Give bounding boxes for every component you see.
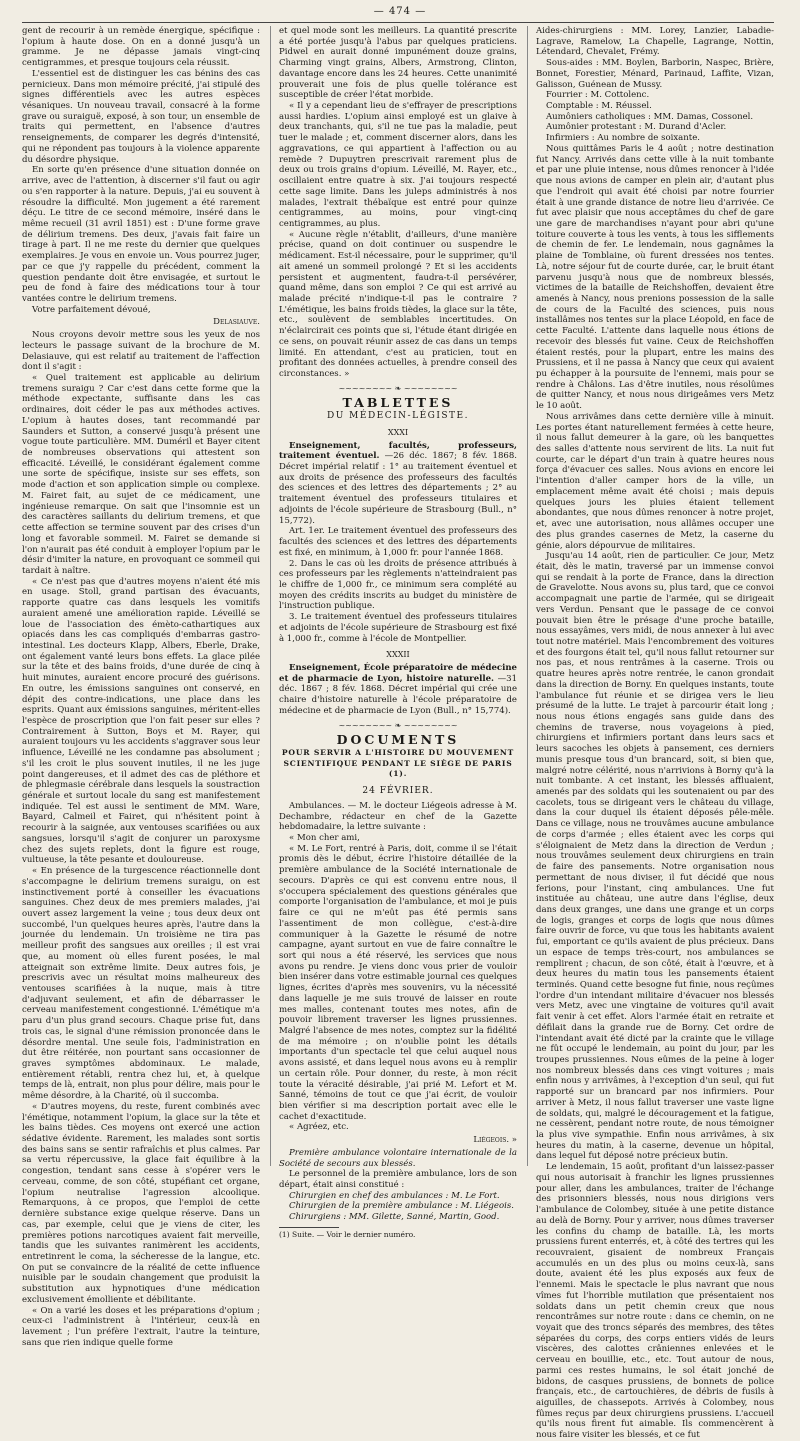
section-number: XXXII <box>386 650 410 660</box>
column-2 <box>270 26 518 1239</box>
section-subtitle-documents: POUR SERVIR A L'HISTOIRE DU MOUVEMENT SCIENTIFIQUE PENDANT LE SIÈGE DE PARIS (1). <box>281 748 515 779</box>
date-heading: 24 FÉVRIER. <box>362 786 434 797</box>
columns <box>22 26 774 1441</box>
footnote-rule <box>279 1227 339 1228</box>
paragraph: Le lendemain, 15 août, profitant d'un laissez-passer qui nous autorisait à franchir les lignes prussiennes pour aller, dans les ambulances, traiter de l'échange des prisonniers blessés, nous nous dirigions vers l'ambulance de Colombey, située à une petite distance au delà de Borny. Pour y arriver, nous dûmes traverser les confins du champ de bataille. Là, les morts prussiens furent enterrés, et, à côté des tertres qui les recouvraient, gisaient de nombreux Français accumulés en un des plus ou moins ceux-là, sans doute, avaient été les plus exposés aux feux de l'ennemi. Mais le spectacle le plus navrant que nous vîmes fut l'horrible mutilation que présentaient nos soldats dans un petit chemin creux que nous rencontrâmes sur notre route : dans ce chemin, on ne voyait que des troncs séparés des membres, des têtes séparées du corps, des corps entiers vidés de leurs viscères, des calottes crâniennes enlevées et le cerveau en bouillie, etc., etc. Tout autour de nous, parmi ces restes humains, le sol était jonché de bidons, de casques prussiens, de bonnets de police français, etc., de cartouchières, de débris de fusils à aiguilles, de chassepots. Arrivés à Colombey, nous fûmes reçus par deux chirurgiens prussiens. L'accueil qu'ils nous firent fut aimable. Ils commencèrent à nous faire visiter les blessés, et ce fut <box>536 1162 774 1441</box>
paragraph: 3. Le traitement éventuel des professeurs titulaires et adjoints de l'école supérieure de Strasbourg est fixé à 1,000 fr., comme à l'école de Montpellier. <box>279 612 517 644</box>
ornament-divider: ~~~~~~~~ ❧ ~~~~~~~~ <box>338 720 458 730</box>
paragraph: Infirmiers : Au nombre de soixante. <box>546 133 700 144</box>
paragraph: Nous croyons devoir mettre sous les yeux de nos lecteurs le passage suivant de la brochure de M. Delasiauve, qui est relatif au traitement de l'affection dont il s'agit : <box>22 330 260 373</box>
entry-heading: Enseignement, facultés, professeurs, traitement éventuel. <box>279 440 517 462</box>
paragraph: Aumônier protestant : M. Durand d'Acler. <box>546 122 727 133</box>
ornament-divider: ~~~~~~~~ ❧ ~~~~~~~~ <box>338 383 458 393</box>
signature: Delasiauve. <box>213 317 260 328</box>
paragraph: « Agréez, etc. <box>289 1122 349 1133</box>
paragraph: « M. Le Fort, rentré à Paris, doit, comme il se l'était promis dès le début, écrire l'histoire détaillée de la première ambulance de la Société internationale de secours. D'après ce qui est convenu entre nous, il s'occupera spécialement des questions générales que comporte l'organisation de l'ambulance, et moi je puis faire ce qui ne m'eût pas été permis sans l'assentiment de mon collègue, c'est-à-dire communiquer à la Gazette le résumé de notre campagne, ayant surtout en vue de faire connaître le sort qui nous a été réservé, les services que nous avons pu rendre. Je viens donc vous prier de vouloir bien insérer dans votre estimable journal ces quelques lignes, écrites d'après mes souvenirs, vu la nécessité dans laquelle je me suis trouvé de laisser en route mes malles, contenant toutes mes notes, afin de pouvoir librement traverser les lignes prussiennes. Malgré l'absence de mes notes, comptez sur la fidélité de ma mémoire ; on n'oublie point les détails importants d'un spectacle tel que celui auquel nous avons assisté, et dans lequel nous avons eu à remplir un certain rôle. Pour donner, du reste, à mon récit toute la véracité désirable, j'ai prié M. Lefort et M. Sanné, témoins de tout ce que j'ai écrit, de vouloir bien vérifier si ma description portait avec elle le cachet d'exactitude. <box>279 843 517 1122</box>
paragraph: Ambulances. — M. le docteur Liégeois adresse à M. Dechambre, rédacteur en chef de la Gazette hebdomadaire, la lettre suivante : <box>279 800 517 833</box>
page-number: — 474 — <box>373 6 427 17</box>
paragraph: Nous quittâmes Paris le 4 août ; notre destination fut Nancy. Arrivés dans cette ville à la nuit tombante et par une pluie intense, nous dûmes renoncer à l'idée que nous avions de camper en plein air, d'autant plus que l'endroit qui avait été choisi par notre fourrier était à une grande distance de notre lieu d'arrivée. Ce fut avec plaisir que nous acceptâmes du chef de gare une gare de marchandises n'ayant pour abri qu'une toiture couverte à tous les vents, à tous les sifflements de chemin de fer. Le lendemain, nous gagnâmes la plaine de Tomblaine, où furent dressées nos tentes. Là, notre séjour fut de courte durée, car, le bruit étant parvenu jusqu'à nous que de nombreux blessés, victimes de la bataille de Reichshoffen, devaient être amenés à Nancy, nous prenions possession de la salle de cours de la Faculté des sciences, puis nous installâmes nos tentes sur la place Léopold, en face de cette Faculté. L'attente dans laquelle nous étions de recevoir des blessés fut vaine. Ceux de Reichshoffen étaient restés, pour la plupart, entre les mains des Prussiens, et il ne passa à Nancy que ceux qui avaient pu échapper à la poursuite de l'ennemi, mais pour se rendre à Châlons. Las d'être inutiles, nous résolûmes de quitter Nancy, et nous nous dirigeâmes vers Metz le 10 août. <box>536 143 774 412</box>
paragraph: Aumôniers catholiques : MM. Damas, Cossonel. <box>546 111 754 122</box>
paragraph: Chirurgien de la première ambulance : M. Liégeois. <box>289 1201 514 1212</box>
paragraph: L'essentiel est de distinguer les cas bénins des cas pernicieux. Dans mon mémoire précité, j'ai stipulé des signes différentiels avec les autres espèces vésaniques. Un nouveau travail, consacré à la forme grave ou suraiguë, exposé, à son tour, un ensemble de traits qui permettent, en l'absence d'autres renseignements, de comparer les degrés d'intensité, qui ne répondent pas toujours à la violence apparente du désordre physique. <box>22 68 260 165</box>
paragraph: « Il y a cependant lieu de s'effrayer de prescriptions aussi hardies. L'opium ainsi employé est un glaive à deux tranchants, qui, s'il ne tue pas la maladie, peut tuer le malade ; et, comment discerner alors, dans les aggravations, ce qui appartient à l'affection ou au remède ? Dupuytren prescrivait rarement plus de deux ou trois grains d'opium. Léveillé, M. Rayer, etc., oscillaient entre quatre à six. J'ai toujours respecté cette sage limite. Dans les juleps administrés à nos malades, l'extrait thébaïque est entré pour quinze centigrammes, au moins, pour vingt-cinq centigrammes, au plus. <box>279 101 517 229</box>
paragraph: « On a varié les doses et les préparations d'opium ; ceux-ci l'administrent à l'intérieur, ceux-là en lavement ; l'un préfère l'extrait, l'autre la teinture, sans que rien indique quelle forme <box>22 1305 260 1348</box>
footnote: (1) Suite. — Voir le dernier numéro. <box>279 1229 416 1239</box>
paragraph: Art. 1er. Le traitement éventuel des professeurs des facultés des sciences et des lettres des départements est fixé, en minimum, à 1,000 fr. pour l'année 1868. <box>279 526 517 558</box>
paragraph: Chirurgien en chef des ambulances : M. Le Fort. <box>289 1190 500 1201</box>
paragraph: Fourrier : M. Cottolenc. <box>546 90 650 101</box>
paragraph: gent de recourir à un remède énergique, spécifique : l'opium à haute dose. On en a donné jusqu'à un gramme. Je ne dépasse jamais vingt-cinq centigrammes, et presque toujours cela réussit. <box>22 26 260 69</box>
paragraph: « Quel traitement est applicable au delirium tremens suraigu ? Car c'est dans cette forme que la méthode expectante, suffisante dans les cas ordinaires, doit céder le pas aux méthodes actives. L'opium à hautes doses, tant recommandé par Saunders et Sutton, a conservé jusqu'à présent une vogue toute particulière. MM. Duméril et Bayer citent de nombreuses observations qui attestent son efficacité. Léveillé, le considérant également comme une sorte de spécifique, insiste sur ses effets, son mode d'action et son application simple ou complexe. M. Fairet fait, au sujet de ce médicament, une ingénieuse remarque. On sait que l'insomnie est un des caractères saillants du delirium tremens, et que cette affection se termine souvent par des crises d'un long et favorable sommeil. M. Fairet se demande si l'on n'aurait pas été conduit à employer l'opium par le désir d'imiter la nature, en provoquant ce sommeil qui tardait à naître. <box>22 373 260 576</box>
paragraph: Nous arrivâmes dans cette dernière ville à minuit. Les portes étant naturellement fermées à cette heure, il nous fallut demeurer à la gare, où les banquettes des salles d'attente nous servirent de lits. La nuit fut courte, car le départ d'un train à quatre heures nous força d'évacuer ces salles. Nous avions en encore lei l'intention d'aller camper hors de la ville, un emplacement même avait été choisi ; mais depuis quelques jours les pluies étaient tellement abondantes, que nous dûmes renoncer à notre projet, et, avec une autorisation, nous allâmes occuper une des plus grandes casernes de Metz, la caserne du génie, alors dépourvue de militaires. <box>536 411 774 551</box>
top-rule <box>22 22 774 23</box>
paragraph: Chirurgiens : MM. Gilette, Sanné, Martin, Good. <box>289 1212 500 1223</box>
paragraph: Jusqu'au 14 août, rien de particulier. Ce jour, Metz était, dès le matin, traversé par un immense convoi qui se rendait à la porte de France, dans la direction de Gravelotte. Nous avons su, plus tard, que ce convoi accompagnait une partie de l'armée, qui se dirigeait vers Verdun. Pensant que le passage de ce convoi pouvait bien être le présage d'une proche bataille, nous essayâmes, vers midi, de nous annexer à lui avec tout notre matériel. Mais l'encombrement des voitures et des fourgons était tel, qu'il nous fallut retourner sur nos pas, et nous rentrâmes à la caserne. Trois ou quatre heures après notre rentrée, le canon grondait dans la direction de Borny. En quelques instants, toute l'ambulance fut réunie et se dirigea vers le lieu présumé de la lutte. Le trajet à parcourir était long ; nous nous étions engagés sans guide dans des chemins de traverse, nous voyageions à pied, chirurgiens et infirmiers portant dans leurs sacs et leurs sacoches les objets à pansement, ces derniers munis presque tous d'un brancard, soit, si bien que, malgré notre célérité, nous n'arrivions à Borny qu'à la nuit tombante. A cet instant, les blessés affluaient, amenés par des soldats qui les soutenaient ou par des cacolets, tous se dirigeant vers le château du village, dans la cour duquel ils étaient déposés pêle-mêle. Dans ce village, nous ne trouvâmes aucune ambulance de corps d'armée ; elles étaient avec les corps qui s'éloignaient de Metz dans la direction de Verdun ; nous trouvâmes seulement deux chirurgiens en train de faire des pansements. Notre organisation nous permettant de nous diviser, il fut décidé que nous ferions, pour l'instant, cinq ambulances. Une fut instituée au château, une autre dans l'église, deux dans deux granges, une dans une grange et un corps de logis, granges et corps de logis que nous dûmes faire ouvrir de force, vu que tous les habitants avaient fui, emportant ce qu'ils avaient de plus précieux. Dans un espace de temps très-court, nos ambulances se remplirent ; chacun, de son côté, était à l'œuvre, et à deux heures du matin tous les pansements étaient terminés. Quand cette besogne fut finie, nous reçûmes l'ordre d'un intendant militaire d'évacuer nos blessés vers Metz, avec une vingtaine de voitures qu'il avait fait venir à cet effet. Alors l'armée était en retraite et défilait dans la grande rue de Borny. Cet ordre de l'intendant avait été dicté par la crainte que le village ne fût occupé le lendemain, au point du jour, par les troupes prussiennes. Nous eûmes de la peine à loger nos nombreux blessés dans ces vingt voitures ; mais enfin nous y arrivâmes, à l'exception d'un seul, qui fut rapporté sur un brancard par nos infirmiers. Pour arriver à Metz, il nous fallut traverser une vaste ligne de soldats, qui, malgré le découragement et la fatigue, ne cessèrent, pendant notre route, de nous témoigner la plus vive sympathie. Enfin nous arrivâmes, à six heures du matin, à la caserne, devenue un hôpital, dans lequel fut déposé notre précieux butin. <box>536 551 774 1162</box>
paragraph: « Mon cher ami, <box>289 833 360 844</box>
column-3 <box>527 26 774 1441</box>
paragraph: Le personnel de la première ambulance, lors de son départ, était ainsi constitué : <box>279 1169 517 1191</box>
section-title-documents: DOCUMENTS <box>336 732 460 748</box>
paragraph: « Ce n'est pas que d'autres moyens n'aient été mis en usage. Stoll, grand partisan des évacuants, rapporte quatre cas dans lesquels les vomitifs auraient amené une amélioration rapide. Léveillé se loue de l'association des émèto-cathartiques aux opiacés dans les cas compliqués d'embarras gastro-intestinal. Les docteurs Klapp, Albers, Eberle, Drake, ont également vanté leurs bons effets. La glace pilée sur la tête et des bains froids, d'une durée de cinq à huit minutes, auraient encore procuré des guérisons. En outre, les émissions sanguines ont conservé, en dépit des contre-indications, une place dans les esprits. Quant aux émissions sanguines, méritent-elles l'espèce de proscription que l'on fait peser sur elles ? Contrairement à Sutton, Boys et M. Rayer, qui auraient toujours vu les accidents s'aggraver sous leur influence, Léveillé ne les condamne pas absolument ; s'il les croit le plus souvent inutiles, il ne les juge point dangereuses, et il admet des cas de pléthore et de phlegmasie cérébrale dans lesquels la soustraction générale et surtout locale du sang est manifestement indiquée. Tel est aussi le sentiment de MM. Ware, Bayard, Calmeil et Fairet, qui n'hésitent point à recourir à la saignée, aux ventouses scarifiées ou aux sangsues, lorsqu'il s'agit de conjurer un paroxysme chez des sujets replets, dont la figure est rouge, vultueuse, la tête pesante et douloureuse. <box>22 576 260 866</box>
paragraph: Comptable : M. Réussel. <box>546 101 652 112</box>
signature: Liégeois. » <box>473 1135 517 1146</box>
paragraph: « En présence de la turgescence réactionnelle dont s'accompagne le delirium tremens suraigu, on est instinctivement porté à conseiller les évacuations sanguines. Chez deux de mes premiers malades, j'ai ouvert assez largement la veine ; tous deux deux ont succombé, l'un quelques heures après, l'autre dans la journée du lendemain. Un troisième ne tira pas meilleur profit des sangsues aux oreilles ; il est vrai que, au moment où elles furent posées, le mal atteignait son extrême limite. Deux autres fois, je prescrivis avec un résultat moins malheureux des ventouses scarifiées à la nuque, mais à titre d'adjuvant seulement, et afin de débarrasser le cerveau manifestement congestionné. L'émétique m'a paru d'un plus grand secours. Chaque prise fut, dans trois cas, le signal d'une rémission prononcée dans le désordre mental. Une seule fois, l'administration en dut être réitérée, non pourtant sans occasionner de graves symptômes abdominaux. Le malade, entièrement rétabli, rentra chez lui, et, à quelque temps de là, entrait, non plus pour délire, mais pour le même désordre, à la Charité, où il succomba. <box>22 866 260 1102</box>
paragraph: et quel mode sont les meilleurs. La quantité prescrite a été portée jusqu'à l'abus par quelques praticiens. Pidwel en aurait donné impunément douze grains, Charming vingt grains, Albers, Armstrong, Clinton, davantage encore dans les 24 heures. Cette unanimité prouverait une fois de plus quelle tolérance est susceptible de créer l'état morbide. <box>279 26 517 101</box>
paragraph: Sous-aides : MM. Boylen, Barborin, Naspec, Brière, Bonnet, Forestier, Ménard, Parinaud, Laffite, Vizan, Galisson, Guénean de Mussy. <box>536 58 774 90</box>
section-subtitle-tablettes: DU MÉDECIN-LÉGISTE. <box>327 411 469 422</box>
entry-text: —26 déc. 1867; 8 fév. 1868. Décret impérial relatif : 1° au traitement éventuel et aux droits de présence des professeurs des facultés des sciences et des lettres des départements ; 2° au traitement éventuel des professeurs titulaires et adjoints de l'école supérieure de Strasbourg (Bull., n° 15,772). <box>279 451 518 526</box>
entry-text: —31 déc. 1867 ; 8 fév. 1868. Décret impérial qui crée une chaire d'histoire naturelle à l'école préparatoire de médecine et de pharmacie de Lyon (Bull., n° 15,774). <box>279 673 518 716</box>
paragraph: Votre parfaitement dévoué, <box>32 304 151 315</box>
column-1 <box>22 26 260 1348</box>
paragraph: « Aucune règle n'établit, d'ailleurs, d'une manière précise, quand on doit continuer ou suspendre le médicament. Est-il nécessaire, pour le supprimer, qu'il ait amené un sommeil prolongé ? Et si les accidents persistent et augmentent, faudra-t-il persévérer, quand même, dans son emploi ? Ce qui est arrivé au malade précité n'indique-t-il pas le contraire ? L'émétique, les bains froids tièdes, la glace sur la tête, etc., soulèvent de semblables incertitudes. On n'éclaircirait ces points que si, l'étude étant dirigée en ce sens, on pouvait réunir assez de cas dans un temps limité. En attendant, c'est au praticien, tout en profitant des données actuelles, à prendre conseil des circonstances. » <box>279 229 517 379</box>
paragraph: Aides-chirurgiens : MM. Lorey, Lanzier, Labadie-Lagrave, Ramelow, La Chapelle, Lagrange, Nottin, Létendard, Chevalet, Frémy. <box>536 26 774 58</box>
paragraph: Première ambulance volontaire internationale de la Société de secours aux blessés. <box>279 1147 517 1169</box>
section-number: XXXI <box>387 427 409 437</box>
paragraph: En sorte qu'en présence d'une situation donnée on arrive, avec de l'attention, à discerner s'il faut ou agir ou s'en rapporter à la nature. Depuis, j'ai eu souvent à résoudre la difficulté. Mon jugement a été rarement déçu. Le titre de ce second mémoire, inséré dans le même recueil (31 avril 1851) est : D'une forme grave de délirium tremens. Des deux, j'avais fait faire un tirage à part. Il ne me reste du dernier que quelques exemplaires. Je vous en envoie un. Vous pourrez juger, par ce que j'y rappelle du précédent, comment la question pendante doit être envisagée, et surtout le peu de fond à faire des médications tour à tour vantées contre le delirium tremens. <box>22 165 260 304</box>
paragraph: « D'autres moyens, du reste, furent combinés avec l'émétique, notamment l'opium, la glace sur la tête et les bains tièdes. Ces moyens ont exercé une action sédative évidente. Rarement, les malades sont sortis des bains sans se sentir rafraîchis et plus calmes. Par sa vertu répercussive, la glace fait équilibre à la congestion, tendant sans cesse à s'opérer vers le cerveau, comme, de son côté, stupéfiant cet organe, l'opium neutralise l'agression alcoolique. Remarquons, à ce propos, que l'emploi de cette dernière substance exige quelque réserve. Dans un cas, par exemple, celui que je viens de citer, les premières potions narcotiques avaient fait merveille, tandis que les suivantes ranimèrent les accidents, entretinrent le coma, la sécheresse de la langue, etc. On put se convaincre de la réalité de cette influence nuisible par le soudain changement que produisit la substitution aux hypnotiques d'une médication exclusivement émolliente et débilitante. <box>22 1101 260 1305</box>
paragraph: 2. Dans le cas où les droits de présence attribués à ces professeurs par les règlements n'atteindraient pas le chiffre de 1,000 fr., ce minimum sera complété au moyen des crédits inscrits au budget du ministère de l'instruction publique. <box>279 558 517 612</box>
entry-heading: Enseignement, École préparatoire de médecine et de pharmacie de Lyon, histoire naturelle. <box>279 662 517 684</box>
section-title-tablettes: TABLETTES <box>342 395 454 411</box>
